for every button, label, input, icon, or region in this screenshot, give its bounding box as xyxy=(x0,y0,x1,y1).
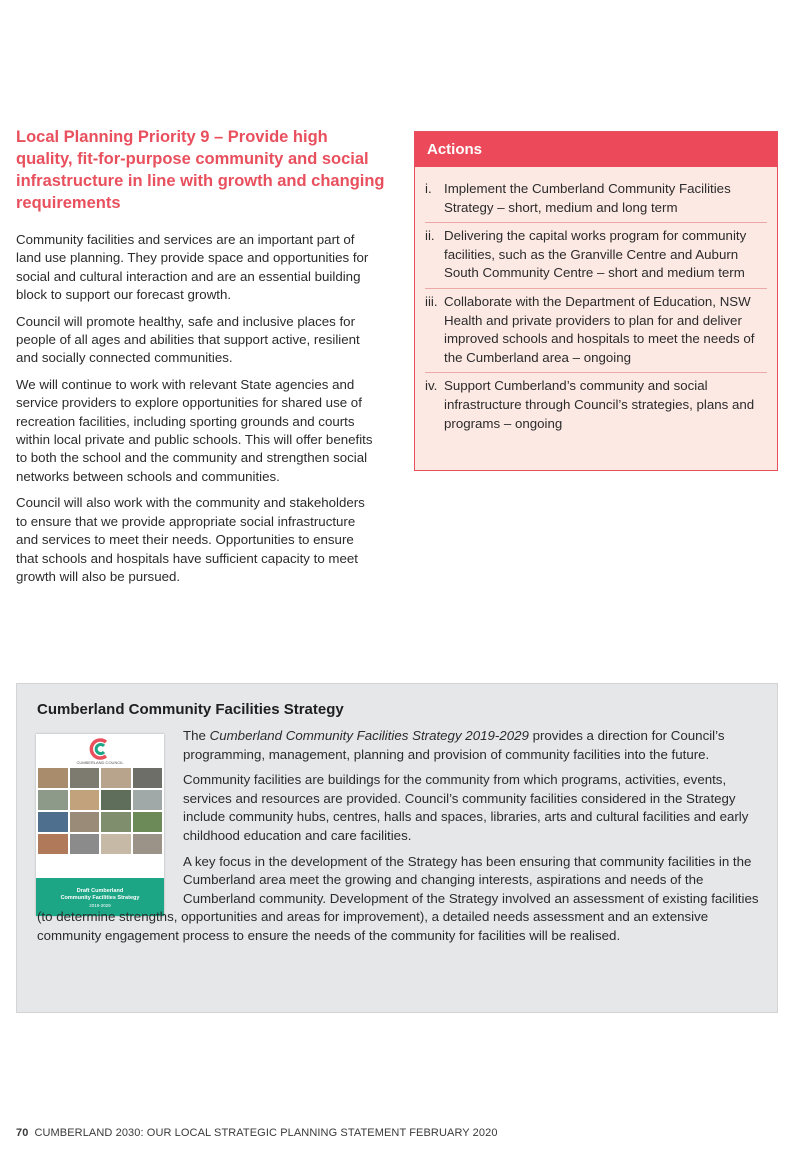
intro-paragraph: Council will promote healthy, safe and inclusive places for people of all ages and abilities that support active, resilient and socially connected communities. xyxy=(16,313,360,366)
page-footer xyxy=(16,1127,498,1139)
intro-paragraph: We will continue to work with relevant State agencies and service providers to explore opportunities for shared use of recreation facilities, including sporting grounds and courts within local private and public schools. This will offer benefits to both the school and the community and strengthen social networks between schools and communities. xyxy=(16,376,373,484)
action-text: Implement the Cumberland Community Facilities Strategy – short, medium and long term xyxy=(444,181,731,215)
strategy-document-name: Cumberland Community Facilities Strategy 2019-2029 xyxy=(209,728,529,743)
priority-heading: Local Planning Priority 9 – Provide high quality, fit-for-purpose community and social infrastructure in line with growth and changing requirements xyxy=(16,128,385,212)
strategy-title: Cumberland Community Facilities Strategy xyxy=(37,701,344,718)
action-number: iii. xyxy=(425,293,438,309)
action-item xyxy=(425,223,767,289)
action-item xyxy=(425,373,767,438)
action-text: Delivering the capital works program for community facilities, such as the Granville Centre and Auburn South Community Centre – short and medium term xyxy=(444,228,747,281)
action-text: Collaborate with the Department of Education, NSW Health and private providers to plan for and deliver improved schools and hospitals to meet the needs of the Cumberland area – ongoing xyxy=(444,293,755,365)
action-item xyxy=(425,176,767,223)
strategy-paragraph: A key focus in the development of the Strategy has been ensuring that community facilities in the Cumberland area meet the growing and changing interests, aspirations and needs of the Cumberland community. Development of the Strategy involved an assessment of existing facilities (to determine strengths, opportunities and areas for improvement), a detailed needs assessment and an extensive community engagement process to ensure the needs of the community for facilities will be realised. xyxy=(37,853,759,943)
intro-paragraph: Council will also work with the community and stakeholders to ensure that we provide appropriate social infrastructure and services to meet their needs. Opportunities to ensure that schools and hospitals have sufficient capacity to meet growth will also be pursued. xyxy=(16,495,365,584)
cover-council-name: CUMBERLAND COUNCIL xyxy=(76,760,124,765)
action-number: ii. xyxy=(425,228,435,244)
actions-title: Actions xyxy=(415,132,777,167)
strategy-paragraph: Community facilities are buildings for the community from which programs, activities, events, services and resources are provided. Council’s community facilities considered in the Strategy include community hubs, centres, halls and spaces, libraries, arts and cultural facilities and early childhood education and care facilities. xyxy=(183,772,749,843)
cover-title-line: Community Facilities Strategy xyxy=(60,895,140,901)
cover-years: 2019-2029 xyxy=(89,903,111,908)
text-run: provides a direction for Council’s programming, management, planning and provision of community facilities into the future. xyxy=(183,728,725,762)
footer-text: CUMBERLAND 2030: OUR LOCAL STRATEGIC PLANNING STATEMENT FEBRUARY 2020 xyxy=(34,1127,498,1139)
actions-box xyxy=(414,131,778,471)
strategy-box xyxy=(16,683,778,1013)
action-number: iv. xyxy=(425,378,438,394)
intro-paragraph: Community facilities and services are an important part of land use planning. They provide space and opportunities for social and cultural interaction and are an essential building block to support our forecast growth. xyxy=(16,232,369,303)
strategy-body xyxy=(37,727,763,953)
action-number: i. xyxy=(425,181,432,196)
cover-title-line: Draft Cumberland xyxy=(76,888,124,894)
priority-intro xyxy=(16,231,378,594)
actions-list xyxy=(415,167,777,438)
action-item xyxy=(425,289,767,373)
action-text: Support Cumberland’s community and social infrastructure through Council’s strategies, plans and programs – ongoing xyxy=(444,378,755,431)
page-number: 70 xyxy=(16,1127,29,1139)
text-run: The xyxy=(183,728,210,743)
